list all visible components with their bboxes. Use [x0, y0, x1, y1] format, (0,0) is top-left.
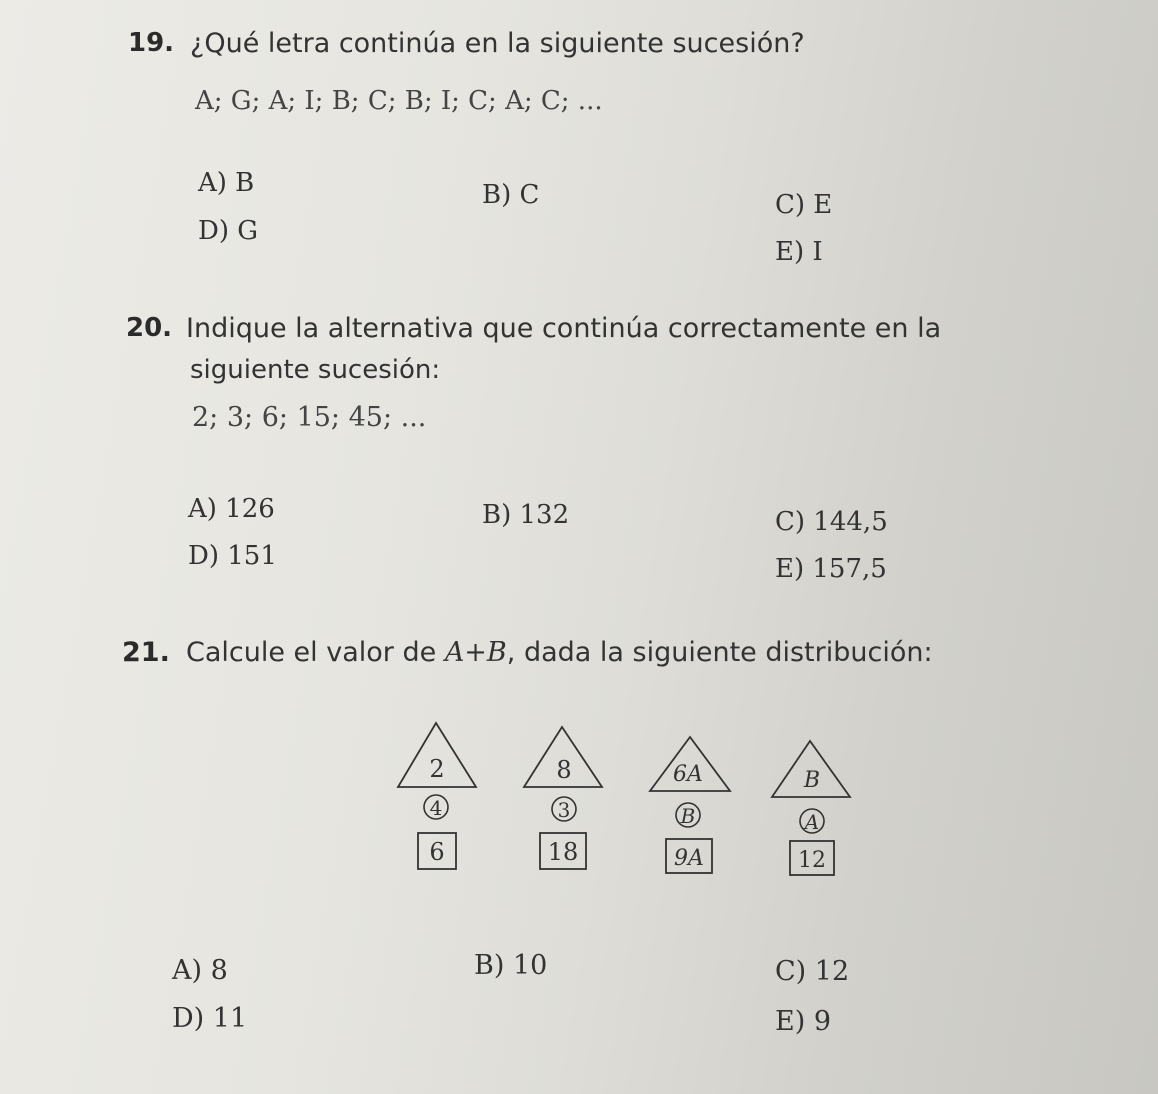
q19-option-d[interactable]: D) G — [198, 216, 259, 246]
triangle-2-value: 8 — [556, 756, 572, 784]
q21-option-a[interactable]: A) 8 — [172, 955, 228, 986]
q21-option-e[interactable]: E) 9 — [775, 1006, 832, 1037]
q21-question-before: Calcule el valor de — [186, 637, 445, 668]
square-1-value: 6 — [429, 838, 445, 866]
figure-column-2 — [524, 727, 602, 869]
q21-expression: A+B — [444, 637, 507, 668]
q19-question: ¿Qué letra continúa en la siguiente sucesión? — [190, 28, 805, 59]
circle-1-value: 4 — [429, 796, 443, 820]
q19-option-a[interactable]: A) B — [198, 168, 255, 198]
q21-option-c[interactable]: C) 12 — [775, 956, 850, 987]
q19-option-b[interactable]: B) C — [482, 180, 540, 210]
q21-option-d[interactable]: D) 11 — [172, 1003, 248, 1034]
q21-option-b[interactable]: B) 10 — [474, 950, 548, 981]
q20-sequence: 2; 3; 6; 15; 45; ... — [192, 402, 427, 433]
distribution-figure — [380, 715, 880, 895]
q20-number: 20. — [126, 313, 173, 343]
q21-question-after: , dada la siguiente distribución: — [506, 637, 933, 668]
triangle-3-value: 6A — [673, 762, 703, 787]
circle-4-value: A — [804, 810, 820, 834]
circle-3-value: B — [680, 804, 696, 828]
figure-column-1 — [398, 723, 476, 869]
circle-2-value: 3 — [557, 798, 571, 822]
triangle-1-value: 2 — [429, 755, 445, 783]
q21-number: 21. — [122, 637, 170, 668]
q20-option-d[interactable]: D) 151 — [188, 541, 277, 571]
triangle-4-value: B — [803, 768, 821, 793]
figure-column-4 — [772, 741, 850, 875]
q19-number: 19. — [128, 28, 175, 58]
q20-option-a[interactable]: A) 126 — [188, 494, 275, 524]
q19-option-c[interactable]: C) E — [775, 190, 833, 220]
q20-question-line2: siguiente sucesión: — [190, 355, 441, 385]
q19-sequence: A; G; A; I; B; C; B; I; C; A; C; ... — [195, 86, 603, 116]
square-2-value: 18 — [547, 838, 579, 866]
figure-column-3 — [650, 737, 730, 873]
square-4-value: 12 — [798, 848, 826, 873]
q19-option-e[interactable]: E) I — [775, 237, 823, 267]
q20-option-c[interactable]: C) 144,5 — [775, 507, 888, 537]
square-3-value: 9A — [674, 846, 704, 871]
q20-option-b[interactable]: B) 132 — [482, 500, 570, 530]
q21-question — [186, 637, 933, 668]
q20-question-line1: Indique la alternativa que continúa correctamente en la — [186, 313, 942, 344]
q20-option-e[interactable]: E) 157,5 — [775, 554, 887, 584]
